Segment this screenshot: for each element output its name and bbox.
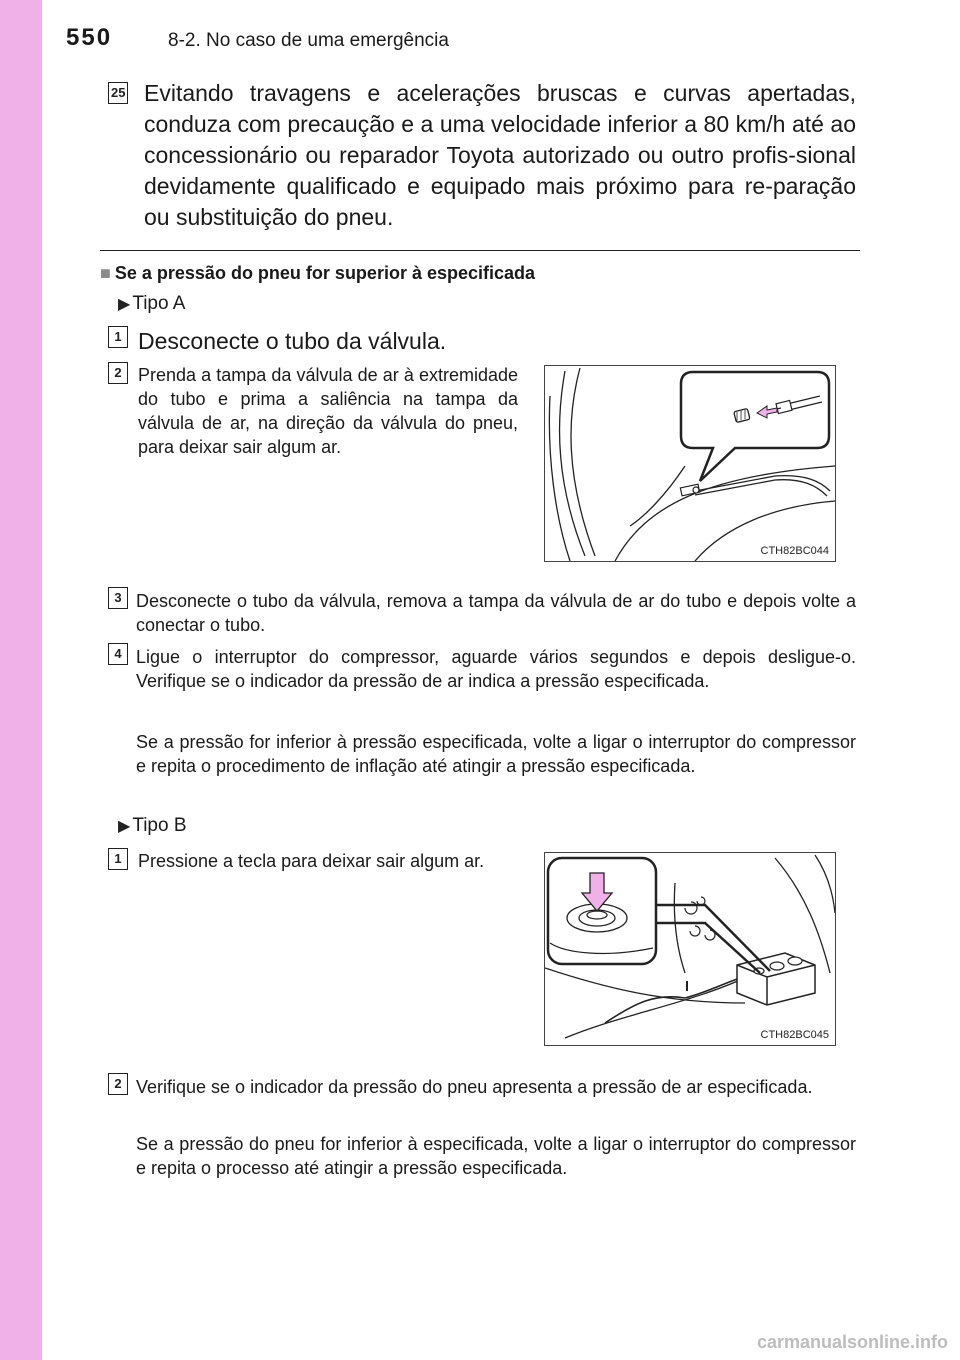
type-b-step-1-text: Pressione a tecla para deixar sair algum ar.: [138, 851, 485, 871]
section-heading: [100, 263, 535, 284]
type-a-step-3-text: Desconecte o tubo da válvula, remova a tampa da válvula de ar do tubo e depois volte a conectar o tubo.: [136, 591, 856, 635]
type-b-step-2-text: Verifique se o indicador da pressão do pneu apresenta a pressão de ar especificada.: [136, 1077, 813, 1097]
section-heading-text: Se a pressão do pneu for superior à especificada: [114, 263, 536, 283]
step-badge-b1: 1: [108, 848, 128, 870]
illustration-type-b: [544, 852, 836, 1046]
figure-code-a: CTH82BC044: [760, 545, 829, 557]
section-header: 8-2. No caso de uma emergência: [168, 30, 449, 51]
watermark: carmanualsonline.info: [756, 1332, 948, 1352]
valve-illustration: [545, 366, 835, 561]
step-badge-a1: 1: [108, 326, 128, 348]
type-a-step-2-text: Prenda a tampa da válvula de ar à extremidade do tubo e prima a saliência na tampa da válvula de ar, na direção da válvula do pneu, para deixar sair algum ar.: [138, 365, 518, 457]
type-b-label-text: Tipo B: [132, 815, 187, 836]
page-number: 550: [66, 24, 113, 51]
type-b-step-2-note: Se a pressão do pneu for inferior à especificada, volte a ligar o interruptor do compressor e repita o processo até atingir a pressão especificada.: [136, 1134, 856, 1178]
type-a-step-4-note: Se a pressão for inferior à pressão especificada, volte a ligar o interruptor do compressor e repita o procedimento de inflação até atingir a pressão especificada.: [136, 732, 856, 776]
divider: [100, 250, 860, 251]
illustration-type-a: [544, 365, 836, 562]
step-badge-b2: 2: [108, 1073, 128, 1095]
intro-text: Evitando travagens e acelerações bruscas e curvas apertadas, conduza com precaução e a uma velocidade inferior a 80 km/h até ao concessionário ou reparador Toyota autorizado ou outro profis-sional devidamente qualificado e equipado mais próximo para re-paração ou substituição do pneu.: [144, 80, 856, 230]
step-badge-25: 25: [108, 82, 128, 104]
triangle-right-icon: ▶: [118, 818, 131, 835]
type-b-label: [118, 815, 187, 837]
type-a-step-1-text: Desconecte o tubo da válvula.: [138, 328, 447, 354]
type-a-label-text: Tipo A: [132, 293, 186, 314]
triangle-right-icon: ▶: [118, 296, 131, 313]
figure-code-b: CTH82BC045: [760, 1029, 829, 1041]
square-marker-icon: ■: [100, 263, 111, 283]
step-badge-a2: 2: [108, 362, 128, 384]
type-a-label: [118, 293, 185, 315]
compressor-illustration: [545, 853, 835, 1045]
step-badge-a3: 3: [108, 587, 128, 609]
side-band: [0, 0, 42, 1360]
type-a-step-4-text: Ligue o interruptor do compressor, aguarde vários segundos e depois desligue-o. Verifique se o indicador da pressão de ar indica a pressão especificada.: [136, 647, 856, 691]
step-badge-a4: 4: [108, 643, 128, 665]
